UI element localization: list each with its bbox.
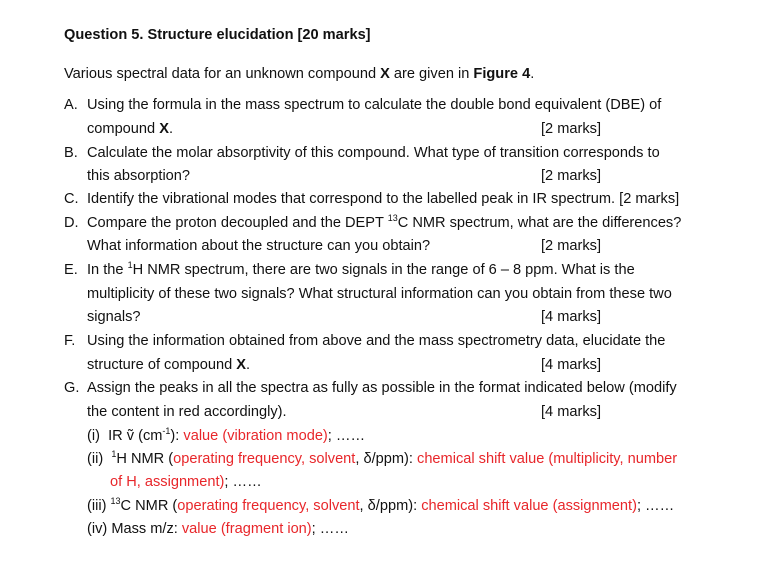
item-a-marks: [2 marks]	[541, 121, 602, 137]
item-d-text-line2: What information about the structure can you obtain?	[87, 238, 431, 254]
item-g-text-line2: the content in red accordingly).	[87, 404, 287, 420]
item-d-text: Compare the proton decoupled and the DEPT $^{13}$C NMR spectrum, what are the differences?	[87, 213, 682, 231]
item-b-text: Calculate the molar absorptivity of this compound. What type of transition corresponds to	[87, 145, 660, 161]
intro-text: Various spectral data for an unknown compound X are given in Figure 4.	[64, 66, 535, 82]
item-f-letter: F.	[64, 333, 76, 349]
item-b-letter: B.	[64, 145, 78, 161]
item-a-text: Using the formula in the mass spectrum to calculate the double bond equivalent (DBE) of	[87, 97, 662, 113]
item-f-marks: [4 marks]	[541, 357, 602, 373]
item-g-marks: [4 marks]	[541, 404, 602, 420]
question-heading: Question 5. Structure elucidation [20 marks]	[64, 27, 371, 43]
format-ir: (i) IR ṽ $(cm^{-1})$: value (vibration mode); ……	[87, 426, 366, 444]
format-c-nmr: (iii) $^{13}$C NMR (operating frequency, solvent, δ/ppm): chemical shift value (assignment); ……	[87, 496, 675, 514]
item-e-text-line3: signals?	[87, 309, 141, 325]
item-c-letter: C.	[64, 191, 79, 207]
item-a-letter: A.	[64, 97, 78, 113]
item-e-marks: [4 marks]	[541, 309, 602, 325]
item-e-text: In the $^1$H NMR spectrum, there are two signals in the range of 6 – 8 ppm. What is the	[87, 260, 635, 278]
item-f-text: Using the information obtained from above and the mass spectrometry data, elucidate the	[87, 333, 666, 349]
item-c-text: Identify the vibrational modes that correspond to the labelled peak in IR spectrum. [2 marks]	[87, 191, 680, 207]
item-e-letter: E.	[64, 262, 78, 278]
item-f-text-line2: structure of compound X.	[87, 357, 251, 373]
item-d-marks: [2 marks]	[541, 238, 602, 254]
item-b-marks: [2 marks]	[541, 168, 602, 184]
item-g-text: Assign the peaks in all the spectra as fully as possible in the format indicated below (modify	[87, 380, 677, 396]
format-h-nmr: (ii) $^1$H NMR (operating frequency, solvent, δ/ppm): chemical shift value (multiplicity, number	[87, 449, 678, 467]
item-b-text-line2: this absorption?	[87, 168, 191, 184]
format-mass: (iv) Mass m/z: value (fragment ion); ……	[87, 521, 349, 537]
item-g-letter: G.	[64, 380, 80, 396]
item-a-text-line2: compound X.	[87, 121, 174, 137]
item-e-text-line2: multiplicity of these two signals? What structural information can you obtain from these two	[87, 286, 672, 302]
item-d-letter: D.	[64, 215, 79, 231]
format-h-nmr-line2: of H, assignment); ……	[110, 474, 262, 490]
